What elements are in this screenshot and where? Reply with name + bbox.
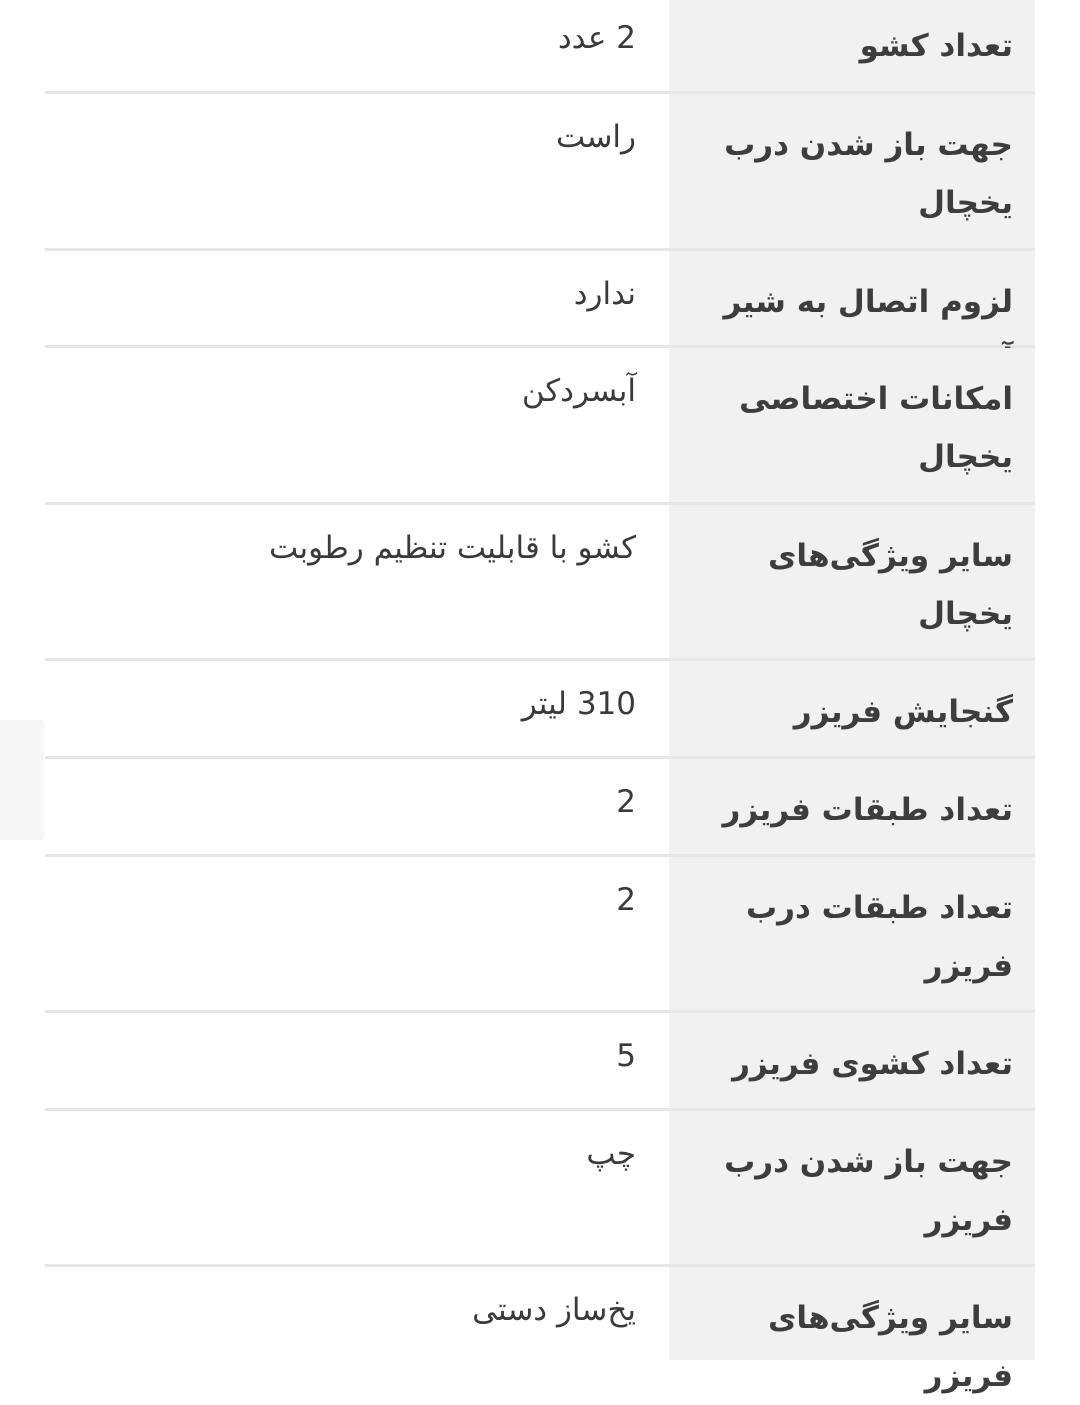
spec-value: چپ <box>586 1136 636 1172</box>
spec-value: کشو با قابلیت تنظیم رطوبت <box>269 530 636 566</box>
spec-row <box>45 661 1035 759</box>
spec-label: سایر ویژگی‌های فریزر <box>669 1267 1035 1360</box>
spec-value: 2 <box>616 784 636 820</box>
spec-row <box>45 1013 1035 1111</box>
specifications-table <box>45 0 1035 1394</box>
spec-value: ندارد <box>573 276 636 312</box>
spec-value: آبسردکن <box>521 373 636 409</box>
spec-label: امکانات اختصاصی یخچال <box>669 348 1035 502</box>
spec-label: تعداد کشوی فریزر <box>669 1013 1035 1108</box>
spec-row <box>45 759 1035 857</box>
spec-row <box>45 251 1035 348</box>
spec-value: یخ‌ساز دستی <box>472 1292 636 1328</box>
spec-value: 310 لیتر <box>521 686 636 722</box>
spec-row <box>45 505 1035 661</box>
spec-label: جهت باز شدن درب یخچال <box>669 94 1035 248</box>
spec-value: 2 عدد <box>557 20 636 56</box>
spec-label: لزوم اتصال به شیر <box>669 251 1035 345</box>
spec-row <box>45 0 1035 94</box>
spec-label: تعداد طبقات درب فریزر <box>669 857 1035 1010</box>
spec-label: تعداد کشو <box>669 0 1035 91</box>
spec-row <box>45 857 1035 1013</box>
spec-value: 2 <box>616 882 636 918</box>
spec-label: جهت باز شدن درب فریزر <box>669 1111 1035 1264</box>
spec-row <box>45 1267 1035 1394</box>
spec-row <box>45 348 1035 505</box>
spec-row <box>45 94 1035 251</box>
spec-value: راست <box>556 119 636 155</box>
spec-value: 5 <box>616 1038 636 1074</box>
spec-row <box>45 1111 1035 1267</box>
spec-label: تعداد طبقات فریزر <box>669 759 1035 854</box>
spec-label: سایر ویژگی‌های یخچال <box>669 505 1035 658</box>
spec-label: گنجایش فریزر <box>669 661 1035 756</box>
side-drawer-handle[interactable] <box>0 720 44 840</box>
